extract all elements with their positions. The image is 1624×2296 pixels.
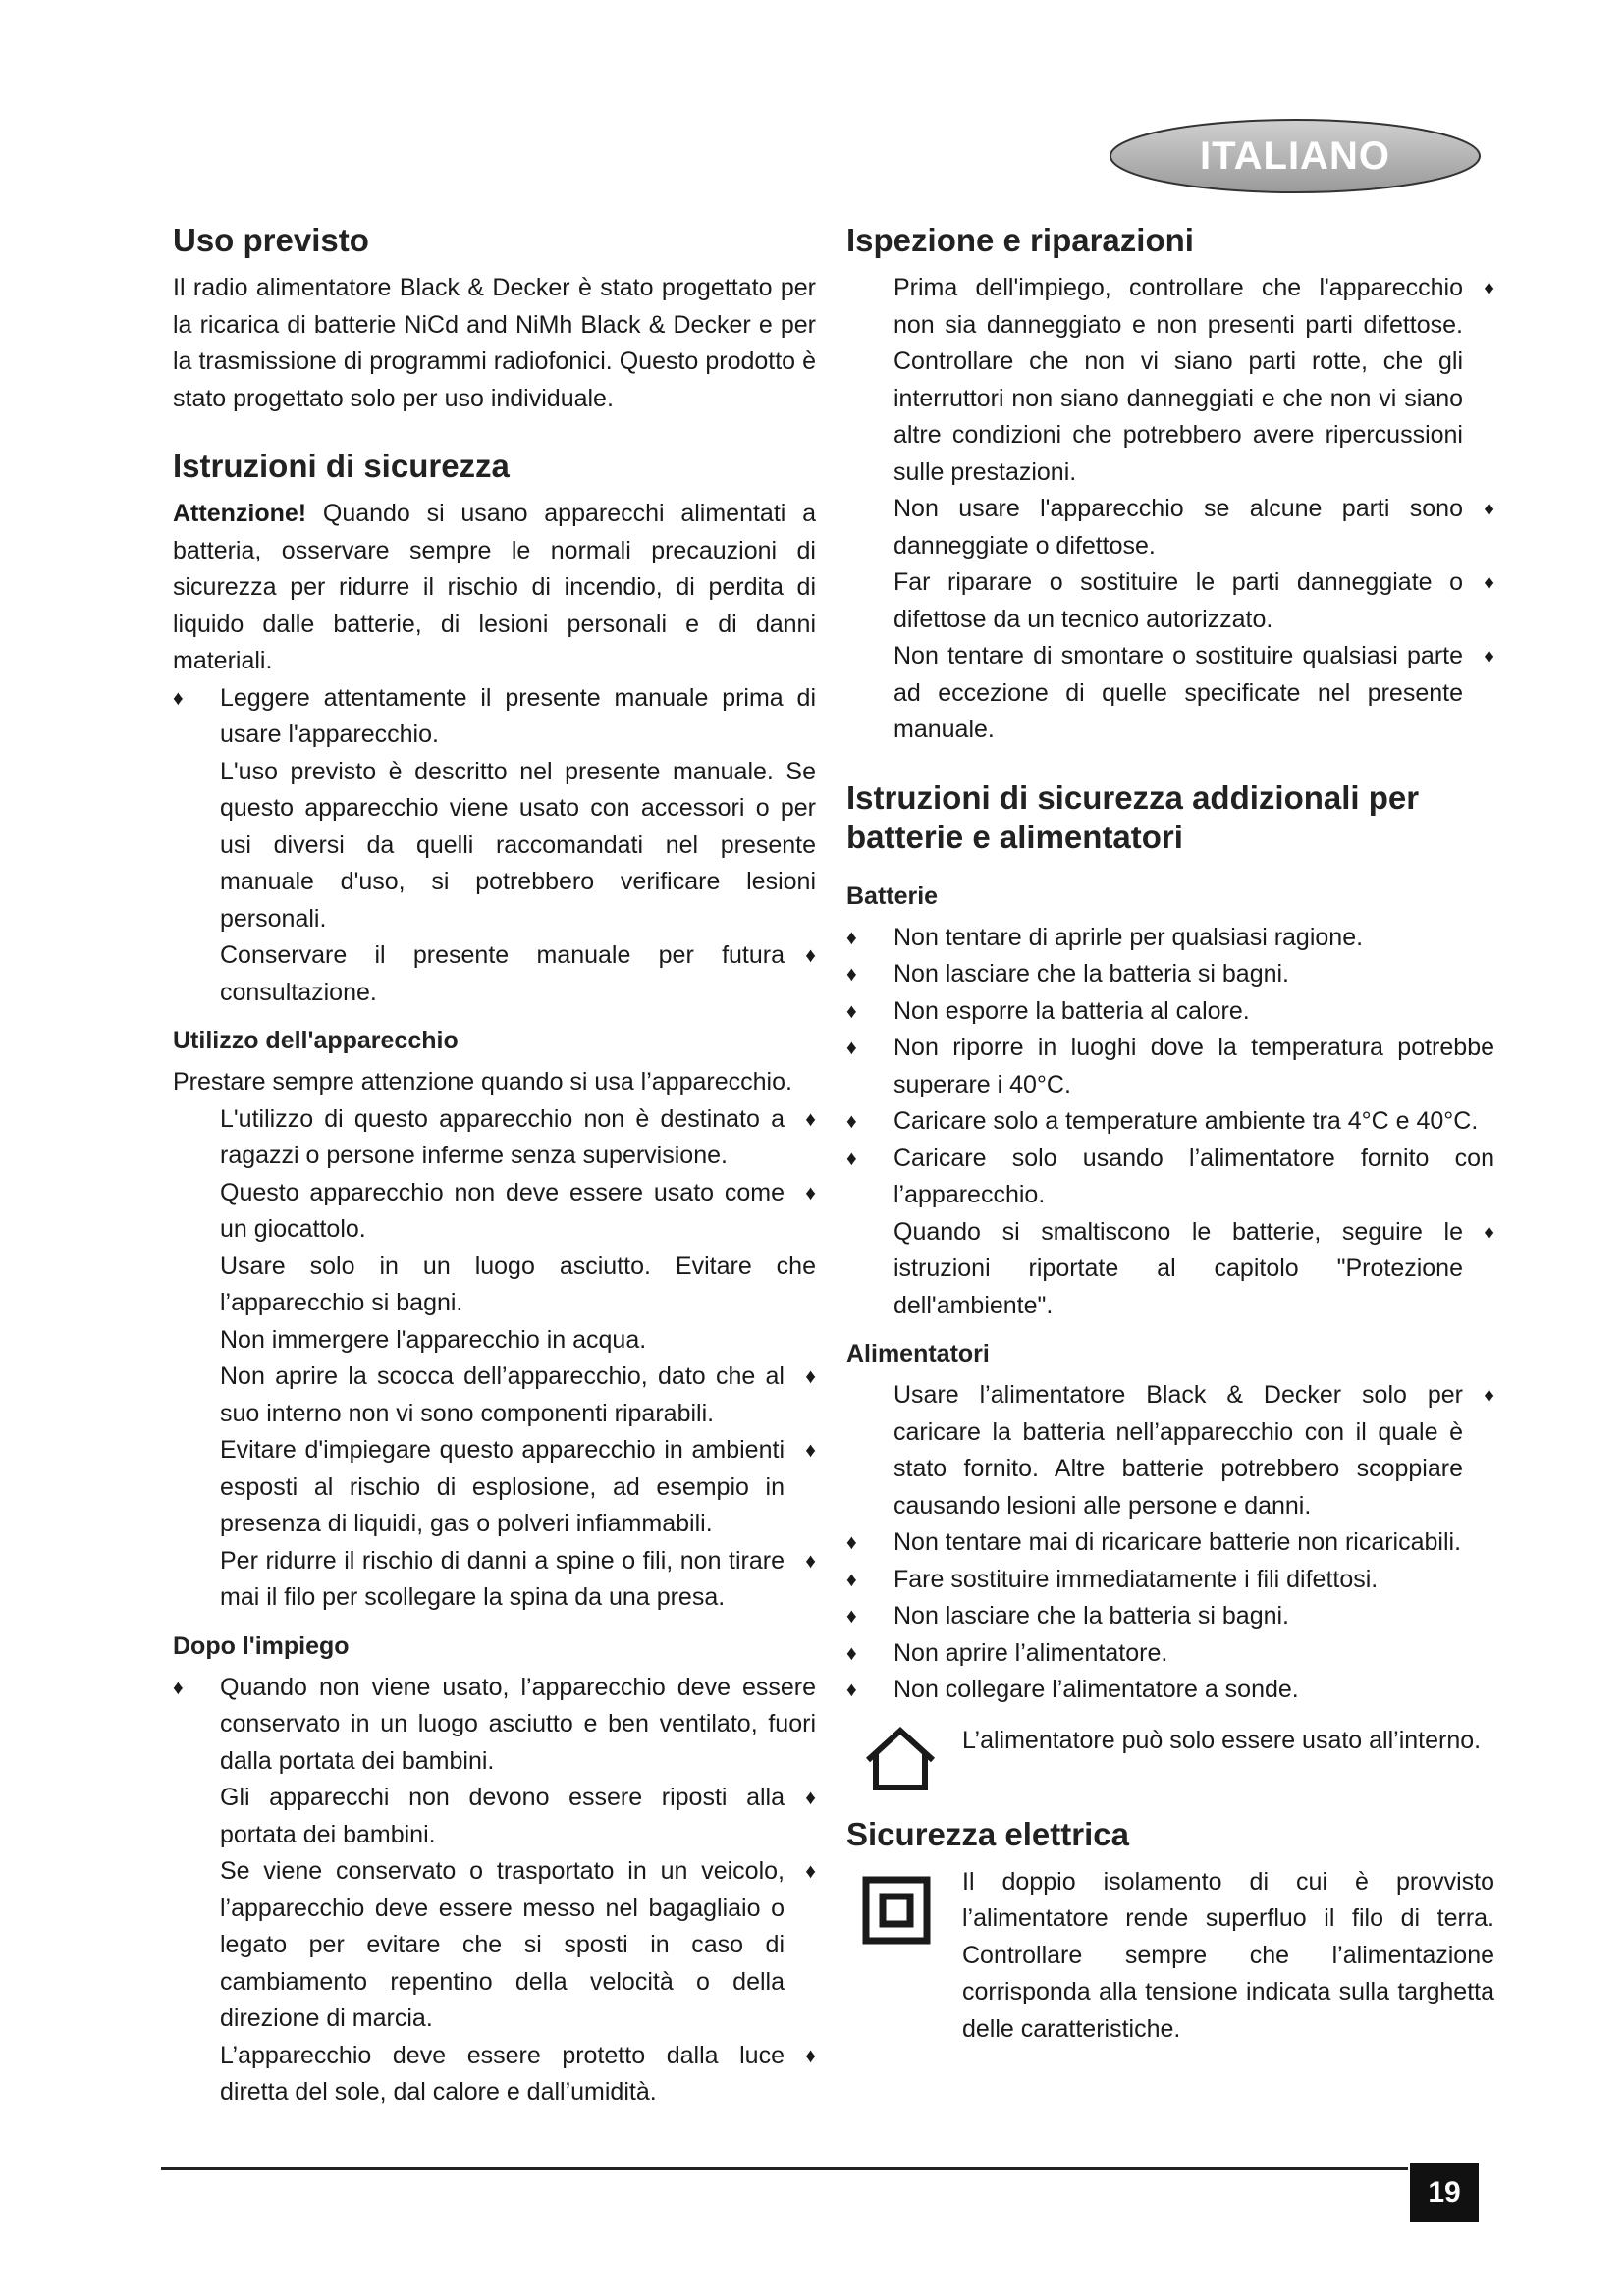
electrical-text: Il doppio isolamento di cui è provvisto l’alimentatore rende superfluo il filo di terra. Controllare sempre che l’alimentazione corrisponda alla tensione indicata sulla targhetta delle caratteristiche. — [962, 1867, 1494, 2043]
list-item: L’apparecchio deve essere protetto dalla luce diretta del sole, dal calore e dall’umidità. ♦ — [173, 2038, 816, 2111]
right-column — [846, 221, 1494, 2048]
after-use-title: Dopo l'impiego — [173, 1631, 350, 1660]
list-item: Usare solo in un luogo asciutto. Evitare che l’apparecchio si bagni. — [220, 1252, 816, 1316]
warning-label: Attenzione! — [173, 500, 307, 527]
list-item: ♦ Fare sostituire immediatamente i fili difettosi. — [846, 1562, 1494, 1599]
usage-intro: Prestare sempre attenzione quando si usa l’apparecchio. — [173, 1068, 792, 1095]
list-item: Questo apparecchio non deve essere usato come un giocattolo. ♦ — [173, 1175, 816, 1249]
footer-rule — [161, 2167, 1408, 2170]
safety-title: Istruzioni di sicurezza — [173, 448, 510, 484]
list-item: Non tentare di smontare o sostituire qualsiasi parte ad eccezione di quelle specificate nel presente manuale. ♦ — [846, 638, 1494, 749]
list-item: Non immergere l'apparecchio in acqua. — [220, 1325, 647, 1354]
list-item: Non aprire la scocca dell’apparecchio, dato che al suo interno non vi sono componenti riparabili. ♦ — [173, 1359, 816, 1432]
list-item: ♦ Caricare solo usando l’alimentatore fornito con l’apparecchio. — [846, 1141, 1494, 1214]
list-item: Gli apparecchi non devono essere riposti alla portata dei bambini. ♦ — [173, 1780, 816, 1853]
list-item: ♦ Non lasciare che la batteria si bagni. — [846, 1598, 1494, 1635]
double-insulation-note — [846, 1864, 1494, 2049]
list-item: Se viene conservato o trasportato in un veicolo, l’apparecchio deve essere messo nel bagagliaio o legato per evitare che si sposti in caso di cambiamento repentino della velocità o della direzione di marcia. ♦ — [173, 1853, 816, 2038]
indoor-use-note — [846, 1723, 1494, 1801]
warning-text: Quando si usano apparecchi alimentati a batteria, osservare sempre le normali precauzioni di sicurezza per ridurre il rischio di incendio, di perdita di liquido dalle batterie, di lesioni personali e di danni materiali. — [173, 500, 816, 674]
list-item: ♦ Non tentare mai di ricaricare batterie non ricaricabili. — [846, 1524, 1494, 1562]
house-icon — [862, 1725, 939, 1793]
inspection-title: Ispezione e riparazioni — [846, 222, 1194, 258]
list-item: ♦ Leggere attentamente il presente manuale prima di usare l'apparecchio. — [173, 680, 816, 754]
list-item: Far riparare o sostituire le parti danneggiate o difettose da un tecnico autorizzato. ♦ — [846, 564, 1494, 638]
list-item: ♦ Non riporre in luoghi dove la temperatura potrebbe superare i 40°C. — [846, 1030, 1494, 1103]
list-item: ♦ Non aprire l’alimentatore. — [846, 1635, 1494, 1673]
list-item: ♦ Quando non viene usato, l’apparecchio deve essere conservato in un luogo asciutto e ben ventilato, fuori dalla portata dei bambini. — [173, 1670, 816, 1781]
intended-use-text: Il radio alimentatore Black & Decker è stato progettato per la ricarica di batterie NiCd and NiMh Black & Decker e per la trasmissione di programmi radiofonici. Questo prodotto è stato progettato solo per uso individuale. — [173, 274, 816, 412]
list-item: L'utilizzo di questo apparecchio non è destinato a ragazzi o persone inferme senza supervisione. ♦ — [173, 1101, 816, 1175]
electrical-title: Sicurezza elettrica — [846, 1815, 1129, 1852]
list-item: Non usare l'apparecchio se alcune parti sono danneggiate o difettose. ♦ — [846, 491, 1494, 564]
list-item: ♦ Non collegare l’alimentatore a sonde. — [846, 1672, 1494, 1709]
list-item: Quando si smaltiscono le batterie, seguire le istruzioni riportate al capitolo "Protezione dell'ambiente". ♦ — [846, 1214, 1494, 1325]
indoor-use-text: L’alimentatore può solo essere usato all’interno. — [962, 1726, 1482, 1754]
list-item: ♦ Non lasciare che la batteria si bagni. — [846, 956, 1494, 993]
list-item: Prima dell'impiego, controllare che l'apparecchio non sia danneggiato e non presenti parti difettose. Controllare che non vi siano parti rotte, che gli interruttori non siano danneggiati e che non vi siano altre condizioni che potrebbero avere ripercussioni sulle prestazioni. ♦ — [846, 270, 1494, 491]
list-item: ♦ Non esporre la batteria al calore. — [846, 993, 1494, 1031]
chargers-title: Alimentatori — [846, 1340, 990, 1367]
usage-title: Utilizzo dell'apparecchio — [173, 1027, 459, 1054]
list-item: ♦ Non tentare di aprirle per qualsiasi ragione. — [846, 920, 1494, 957]
list-item: Conservare il presente manuale per futura consultazione. ♦ — [173, 937, 816, 1011]
batteries-title: Batterie — [846, 881, 939, 910]
page-number: 19 — [1410, 2163, 1479, 2222]
list-item: Usare l’alimentatore Black & Decker solo per caricare la batteria nell’apparecchio con il quale è stato fornito. Altre batterie potrebbero scoppiare causando lesioni alle persone e danni. ♦ — [846, 1377, 1494, 1524]
double-insulation-icon — [862, 1876, 931, 1945]
list-item: ♦ Caricare solo a temperature ambiente tra 4°C e 40°C. — [846, 1103, 1494, 1141]
additional-title: Istruzioni di sicurezza addizionali per batterie e alimentatori — [846, 778, 1420, 855]
list-item: L'uso previsto è descritto nel presente manuale. Se questo apparecchio viene usato con accessori o per usi diversi da quelli raccomandati nel presente manuale d'uso, si potrebbero verificare lesioni personali. — [220, 757, 816, 933]
intended-use-title: Uso previsto — [173, 222, 369, 258]
left-column — [173, 221, 816, 2111]
language-label: ITALIANO — [1200, 133, 1390, 178]
language-badge — [1108, 116, 1483, 196]
list-item: Evitare d'impiegare questo apparecchio in ambienti esposti al rischio di esplosione, ad esempio in presenza di liquidi, gas o polveri infiammabili. ♦ — [173, 1432, 816, 1543]
safety-warning — [173, 496, 816, 680]
list-item: Per ridurre il rischio di danni a spine o fili, non tirare mai il filo per scollegare la spina da una presa. ♦ — [173, 1543, 816, 1617]
